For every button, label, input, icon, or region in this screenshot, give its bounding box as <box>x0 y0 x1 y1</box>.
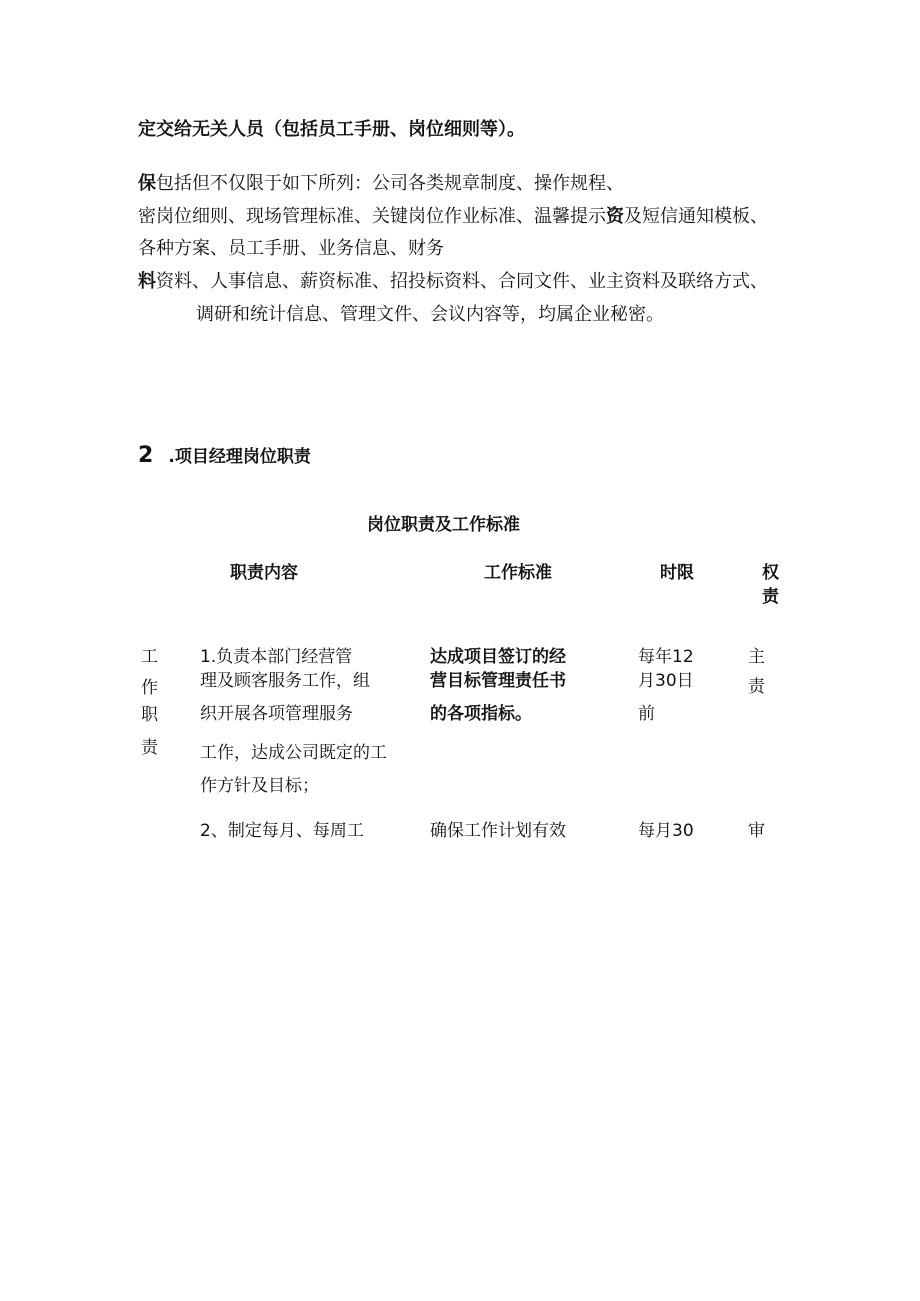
side-label-char: 职 <box>141 705 158 725</box>
row2-deadline: 每月30 <box>638 821 694 841</box>
row1-standard-line: 达成项目签订的经 <box>430 647 566 667</box>
header-authority-2: 责 <box>762 587 779 607</box>
row1-content-line: 工作，达成公司既定的工 <box>200 743 387 763</box>
side-label-char: 作 <box>141 678 158 698</box>
intro-line-3 <box>138 205 768 229</box>
intro-line-3-bold: 资 <box>606 206 624 227</box>
row1-deadline-line: 每年12 <box>638 647 694 667</box>
intro-line-4: 各种方案、员工手册、业务信息、财务 <box>138 238 444 259</box>
header-content: 职责内容 <box>230 563 298 583</box>
row1-content-line: 理及顾客服务工作，组 <box>200 671 370 691</box>
intro-line-5 <box>138 270 768 294</box>
row1-deadline-line: 月30日 <box>638 671 694 691</box>
row2-standard: 确保工作计划有效 <box>430 821 566 841</box>
row1-content-line: 1.负责本部门经营管 <box>200 647 353 667</box>
row2-authority: 审 <box>748 821 765 841</box>
intro-line-1: 定交给无关人员（包括员工手册、岗位细则等）。 <box>138 119 525 140</box>
row1-content-line: 织开展各项管理服务 <box>200 704 353 724</box>
intro-line-2 <box>138 172 624 196</box>
intro-line-5-text: 资料、人事信息、薪资标准、招投标资料、合同文件、业主资料及联络方式、 <box>156 271 768 292</box>
side-label-char: 责 <box>141 738 158 758</box>
intro-line-5-prefix: 料 <box>138 271 156 292</box>
intro-line-3-prefix: 密 <box>138 206 156 227</box>
side-label-char: 工 <box>141 647 158 667</box>
row1-authority-char: 责 <box>748 677 765 697</box>
row1-content-line: 作方针及目标； <box>200 776 319 796</box>
header-standard: 工作标准 <box>484 563 552 583</box>
row1-deadline-line: 前 <box>638 704 655 724</box>
intro-line-2-prefix: 保 <box>138 173 156 194</box>
section-heading <box>138 442 311 471</box>
header-authority-1: 权 <box>762 563 779 583</box>
row2-content: 2、制定每月、每周工 <box>200 821 364 841</box>
intro-line-3-text-a: 岗位细则、现场管理标准、关键岗位作业标准、温馨提示 <box>156 206 606 227</box>
row1-standard-line: 营目标管理责任书 <box>430 671 566 691</box>
section-title: .项目经理岗位职责 <box>168 447 311 467</box>
intro-line-3-text-b: 及短信通知模板、 <box>624 206 768 227</box>
table-caption: 岗位职责及工作标准 <box>367 515 520 535</box>
row1-standard-line: 的各项指标。 <box>430 704 532 724</box>
intro-line-6: 调研和统计信息、管理文件、会议内容等，均属企业秘密。 <box>196 304 664 325</box>
row1-authority-char: 主 <box>748 647 765 667</box>
header-deadline: 时限 <box>660 563 694 583</box>
intro-line-2-text: 包括但不仅限于如下所列：公司各类规章制度、操作规程、 <box>156 173 624 194</box>
section-number: 2 <box>138 443 154 468</box>
